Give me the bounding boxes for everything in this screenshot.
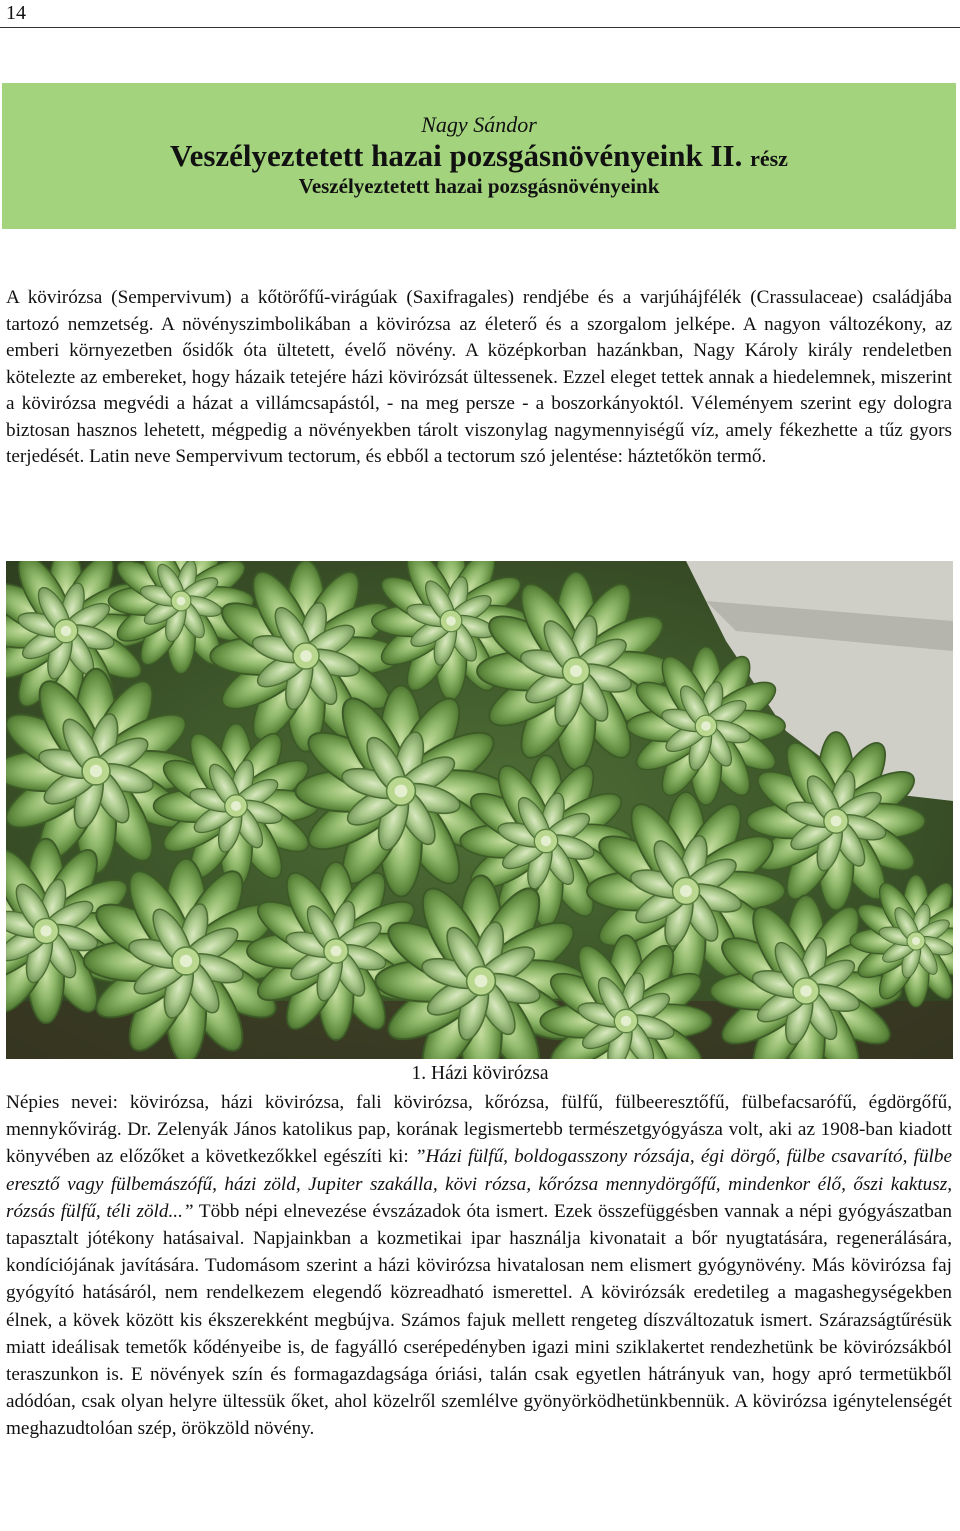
- intro-paragraph: A kövirózsa (Sempervivum) a kőtörőfű-virágúak (Saxifragales) rendjébe és a varjúhájfélék (Crassulaceae) családjába tartozó nemzetség. A növényszimbolikában a kövirózsa az életerő és a szorgalom jelképe. A nagyon változékony, az emberi környezetben ősidők óta ültetett, évelő növény. A középkorban hazánkban, Nagy Károly király rendeletben kötelezte az embereket, hogy házaik tetejére házi kövirózsát ültessenek. Ezzel eleget tettek annak a hiedelemnek, miszerint a kövirózsa megvédi a házat a villámcsapástól, - na meg persze - a boszorkányoktól. Véleményem szerint egy dologra biztosan hasznos lehetett, mégpedig a növényekben tárolt viszonylag nagymennyiségű víz, amely fékezhette a tűz gyors terjedését. Latin neve Sempervivum tectorum, és ebből a tectorum szó jelentése: háztetőkön termő.: [6, 287, 952, 467]
- article-subtitle: Veszélyeztetett hazai pozsgásnövényeink: [298, 174, 660, 198]
- header-rule: [0, 27, 960, 28]
- title-banner: [2, 83, 956, 229]
- body-paragraph: [6, 1089, 952, 1443]
- figure-caption: 1. Házi kövirózsa: [411, 1063, 549, 1084]
- title-part: rész: [750, 146, 788, 171]
- article-title: [2, 138, 956, 174]
- body-text-part1: Népies nevei: kövirózsa, házi kövirózsa, fali kövirózsa, kőrózsa, fülfű, fülbeeresztőfű, fülbefacsarófű, égdörgőfű, mennykővirág. Dr. Zelenyák János katolikus pap, korának legismertebb természetgyógyásza volt, aki az 1908-ban kiadott könyvében az előzőket a következőkkel egészíti ki:: [6, 1092, 952, 1168]
- author: Nagy Sándor: [421, 112, 537, 137]
- page-number: 14: [6, 2, 26, 24]
- houseleek-photo: [6, 561, 953, 1059]
- title-main: Veszélyeztetett hazai pozsgásnövényeink II.: [170, 138, 743, 173]
- body-text-part2: Több népi elnevezése évszázadok óta ismert. Ezek összefüggésben vannak a népi gyógyászatban tapasztalt jótékony hatásaival. Napjainkban a kozmetikai ipar használja kivonatait a bőr nyugtatására, regenerálására, kondíciójának javítására. Tudomásom szerint a házi kövirózsa hivatalosan nem elismert gyógynövény. Más kövirózsa faj gyógyító hatásáról, nem rendelkezem elegendő közreadható ismerettel. A kövirózsák eredetileg a magashegységekben élnek, a kövek között kis ékszerekként megbújva. Számos fajuk mellett rengeteg díszváltozatuk ismert. Szárazságtűrésük miatt ideálisak temetők kődényeibe is, de fagyálló cserépedényben igazi mini sziklakertet rendezhetünk be kövirózsákból teraszunkon is. E növények szín és formagazdagsága óriási, talán csak egyetlen hátrányuk van, hogy apró termetükből adódóan, csak olyan helyre ültessük őket, ahol közelről szemlélve gyönyörködhetünkbennük. A kövirózsa igénytelenségét meghazudtolóan szép, örökzöld növény.: [6, 1200, 952, 1440]
- folk-names-quote: ”Házi fülfű, boldogasszony rózsája, égi dörgő, fülbe csavarító, fülbe eresztő vagy fülbemászófű, házi zöld, Jupiter szakálla, kövi rózsa, kőrózsa mennydörgőfű, mindenkor élő, őszi kaktusz, rózsás fülfű, téli zöld...”: [6, 1146, 952, 1222]
